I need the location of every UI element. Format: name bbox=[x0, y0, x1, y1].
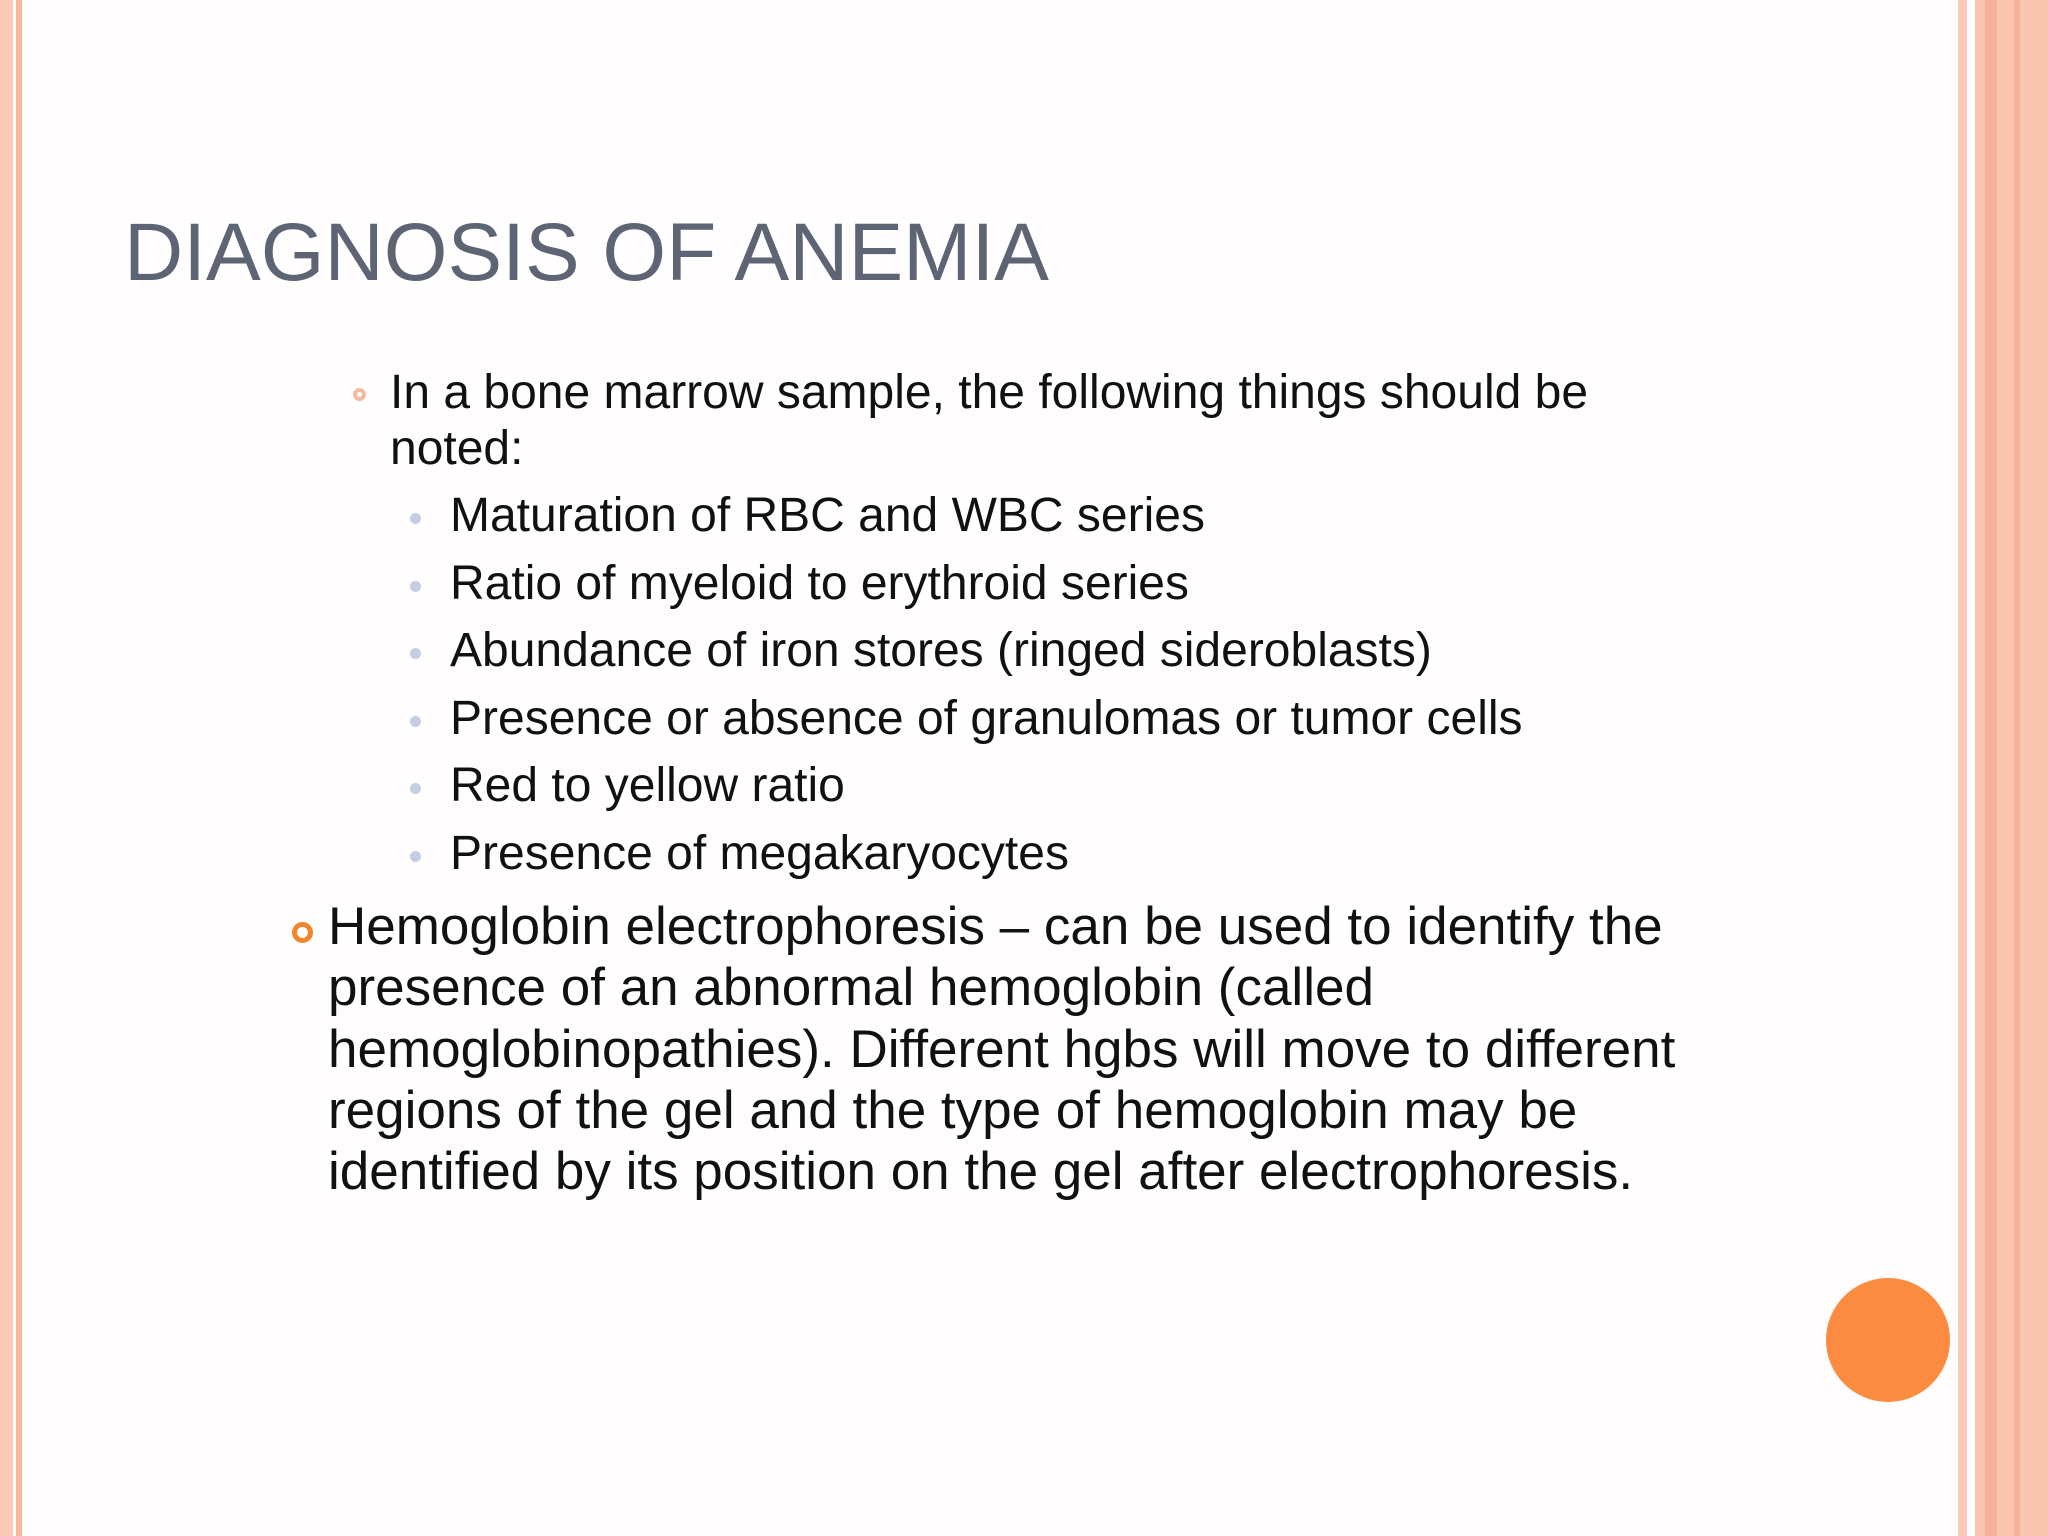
left-border-inner-stripe bbox=[16, 0, 22, 1536]
list-item bbox=[450, 825, 1523, 893]
list-item-text: Presence or absence of granulomas or tumor cells bbox=[450, 691, 1523, 745]
list-item bbox=[450, 487, 1523, 555]
dot-bullet-icon bbox=[410, 851, 421, 862]
dot-bullet-icon bbox=[410, 513, 421, 524]
dot-bullet-icon bbox=[410, 716, 421, 727]
list-item-text: Red to yellow ratio bbox=[450, 759, 845, 813]
decorative-orange-circle bbox=[1826, 1278, 1950, 1402]
list-item-text: Maturation of RBC and WBC series bbox=[450, 489, 1205, 542]
list-item-text: Presence of megakaryocytes bbox=[450, 826, 1069, 880]
list-item-text: Ratio of myeloid to erythroid series bbox=[450, 556, 1189, 610]
electrophoresis-bullet: Hemoglobin electrophoresis – can be used to identify the presence of an abnormal hemoglobin (called hemoglobinopathies). Different hgbs will move to different regions of the gel and the type of hemoglobin may be identified by its position on the gel after electrophoresis. bbox=[328, 897, 1676, 1202]
list-item bbox=[450, 555, 1523, 623]
dot-bullet-icon bbox=[410, 648, 421, 659]
right-border-line-2 bbox=[2014, 0, 2020, 1536]
list-item-text: Abundance of iron stores (ringed sideroblasts) bbox=[450, 624, 1432, 678]
right-border-thin-stripe bbox=[1958, 0, 1967, 1536]
dot-bullet-icon bbox=[410, 783, 421, 794]
right-border-line-1 bbox=[1985, 0, 1997, 1536]
list-item bbox=[450, 690, 1523, 758]
list-item bbox=[450, 757, 1523, 825]
ring-bullet-icon bbox=[353, 388, 366, 401]
dot-bullet-icon bbox=[410, 581, 421, 592]
list-item bbox=[450, 622, 1523, 690]
bone-marrow-sub-list bbox=[450, 487, 1523, 893]
slide-title: DIAGNOSIS OF ANEMIA bbox=[124, 207, 1049, 298]
ring-bullet-icon bbox=[292, 922, 313, 943]
left-border-stripe bbox=[0, 0, 13, 1536]
bone-marrow-bullet: In a bone marrow sample, the following things should be noted: bbox=[390, 366, 1589, 475]
